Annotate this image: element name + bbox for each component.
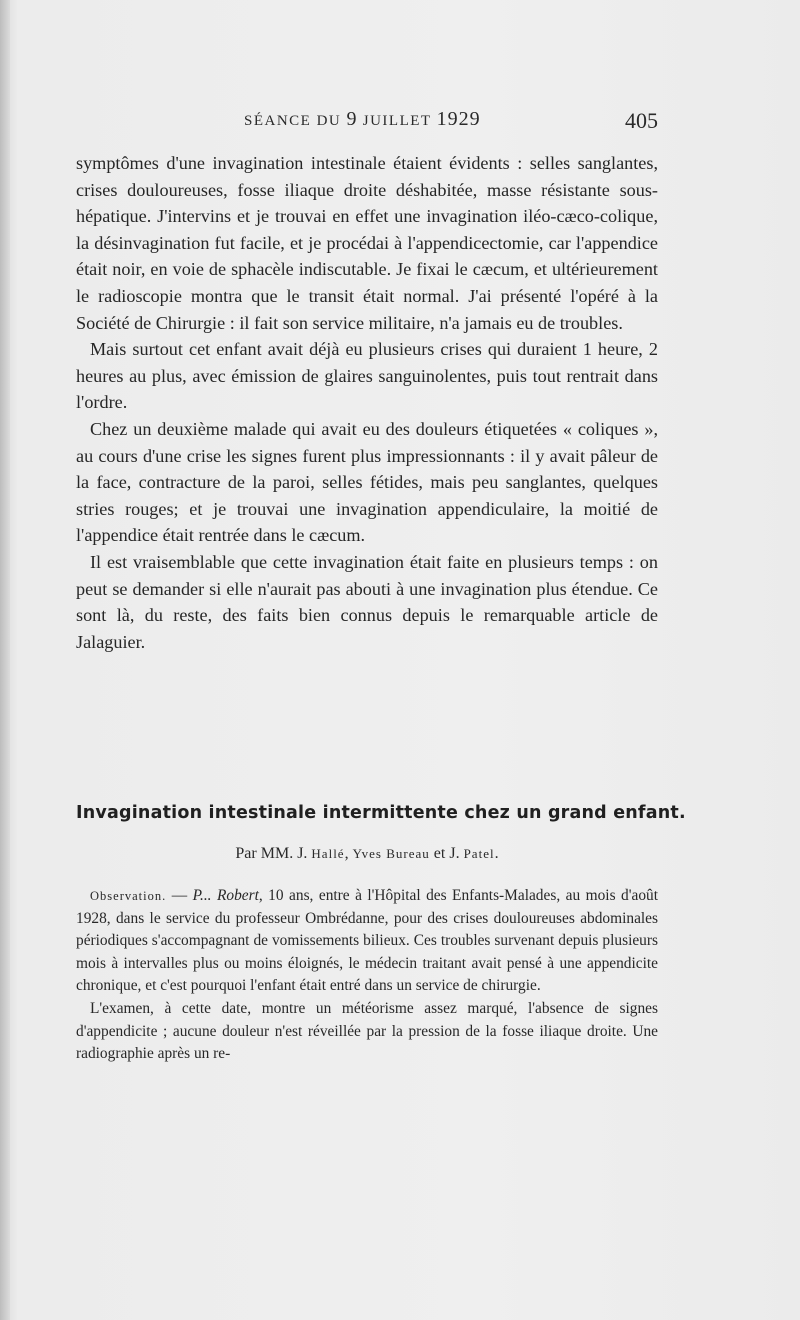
observation-label: Observation. [90,889,167,903]
running-title-prefix: SÉANCE DU [244,113,347,129]
binding-shadow [0,0,10,1320]
observation-paragraph: L'examen, à cette date, montre un météorisme assez marqué, l'absence de signes d'appendicite ; aucune douleur n'est réveillée par la pression de la fosse iliaque droite. Une radiographie après un re- [76,999,658,1063]
observation-dash: — [166,887,193,904]
body-paragraph: Chez un deuxième malade qui avait eu des douleurs étiquetées « coliques », au cours d'une crise les signes furent plus impressionnants : il y avait pâleur de la face, contracture de la paroi, selles fétides, mais peu sanglantes, quelques stries rouges; et je trouvai une invagination appendiculaire, la moitié de l'appendice était rentrée dans le cæcum. [76,418,658,546]
observation-paragraph [76,885,658,998]
page-number: 405 [625,108,658,133]
running-title-year: 1929 [436,108,481,130]
author-bureau: Yves Bureau [352,846,430,861]
authors-prefix: Par MM. J. [235,845,312,862]
observation-paragraph-rest: , 10 ans, entre à l'Hôpital des Enfants-Malades, au mois d'août 1928, dans le service du professeur Ombrédanne, pour des crises douloureuses abdominales périodiques s'accompagnant de vomissements bilieux. Ces troubles survenant depuis plusieurs mois à intervalles plus ou moins éloignés, le médecin traitant avait pensé à une appendicite chronique, et c'est pourquoi l'enfant était entré dans un service de chirurgie. [76,887,658,995]
body-paragraph: symptômes d'une invagination intestinale étaient évidents : selles sanglantes, crises douloureuses, fosse iliaque droite déshabitée, masse résistante sous-hépatique. J'intervins et je trouvai en effet une invagination iléo-cæco-colique, la désinvagination fut facile, et je procédai à l'appendicectomie, car l'appendice était noir, en voie de sphacèle indiscutable. Je fixai le cæcum, et ultérieurement le radioscopie montra que le transit était normal. J'ai présenté l'opéré à la Société de Chirurgie : il fait son service militaire, n'a jamais eu de troubles. [76,153,658,333]
body-paragraph: Mais surtout cet enfant avait déjà eu plusieurs crises qui duraient 1 heure, 2 heures au plus, avec émission de glaires sanguinolentes, puis tout rentrait dans l'ordre. [76,339,658,413]
running-title-month: JUILLET [357,113,437,129]
running-title-day: 9 [346,108,358,130]
patient-name: P... Robert [192,887,259,904]
authors-joiner: et J. [429,845,464,862]
authors-line: Par MM. J. Hallé, Yves Bureau et J. Patel. [235,845,499,862]
running-head [76,108,658,138]
authors-suffix: . [494,845,499,862]
author-patel: Patel [463,846,495,861]
running-title [244,108,481,131]
body-text [76,150,658,655]
section-title: Invagination intestinale intermittente chez un grand enfant. [76,803,686,823]
body-paragraph: Il est vraisemblable que cette invagination était faite en plusieurs temps : on peut se demander si elle n'aurait pas abouti à une invagination plus étendue. Ce sont là, du reste, des faits bien connus depuis le remarquable article de Jalaguier. [76,551,658,652]
author-halle: Hallé [311,846,345,861]
observation-text [76,885,658,1066]
